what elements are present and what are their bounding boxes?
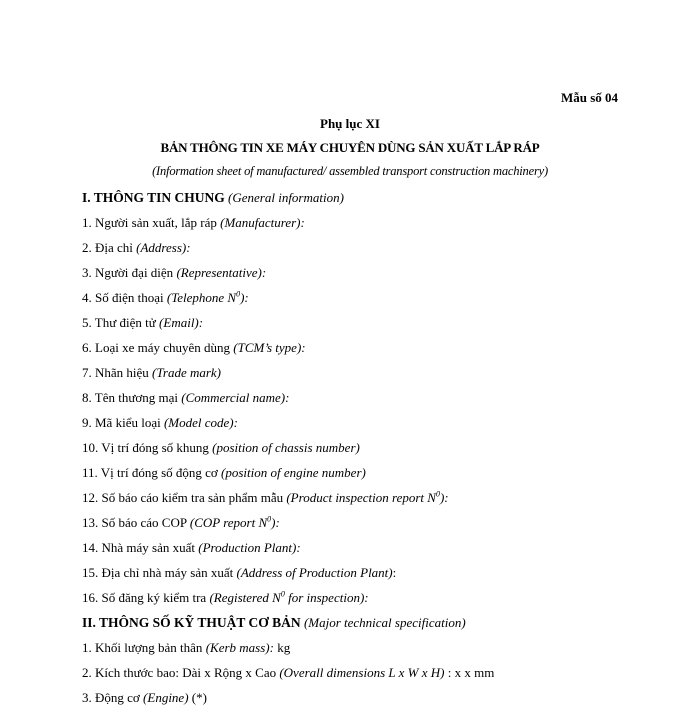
field-label-en: (Email): (159, 315, 204, 330)
field-line (82, 514, 662, 539)
field-label-tail: : (392, 565, 397, 580)
field-label-en: (Telephone $N^0$): (166, 289, 249, 305)
field-label-en: (Product inspection report $N^0$): (286, 489, 449, 505)
field-line (82, 489, 662, 514)
document-subtitle: (Information sheet of manufactured/ assembled transport construction machinery) (152, 164, 548, 178)
field-label: 1. Người sản xuất, lắp ráp (82, 215, 217, 230)
field-line (82, 389, 662, 414)
section-title: II. THÔNG SỐ KỸ THUẬT CƠ BẢN (82, 615, 301, 630)
field-label-en: (Manufacturer): (220, 215, 305, 230)
field-label-tail: kg (273, 640, 291, 655)
section-title: I. THÔNG TIN CHUNG (82, 190, 225, 205)
field-line (82, 214, 662, 239)
field-label: 1. Khối lượng bản thân (82, 640, 203, 655)
field-line (82, 239, 662, 264)
field-line (82, 664, 662, 689)
field-label: 11. Vị trí đóng số động cơ (82, 465, 218, 480)
field-label: 4. Số điện thoại (82, 290, 164, 305)
field-label-en: (Model code): (163, 415, 238, 430)
field-label: 9. Mã kiểu loại (82, 415, 161, 430)
field-line (82, 339, 662, 364)
field-line (82, 564, 662, 589)
field-label: 6. Loại xe máy chuyên dùng (82, 340, 231, 355)
field-line (82, 464, 662, 489)
field-label-en: (Production Plant): (198, 540, 301, 555)
field-label-en: (Kerb mass): (205, 640, 274, 655)
field-label: 12. Số báo cáo kiểm tra sản phẩm mẫu (82, 490, 284, 505)
field-label-en: (COP report $N^0$): (189, 514, 280, 530)
field-line (82, 289, 662, 314)
field-label-en: (Representative): (176, 265, 267, 280)
field-label-en: (Overall dimensions L x W x H) (279, 665, 445, 680)
field-line (82, 439, 662, 464)
field-line (82, 414, 662, 439)
field-line (82, 264, 662, 289)
field-label: 14. Nhà máy sản xuất (82, 540, 196, 555)
field-label: 15. Địa chỉ nhà máy sản xuất (82, 565, 234, 580)
field-line (82, 364, 662, 389)
field-line (82, 589, 662, 614)
field-label: 10. Vị trí đóng số khung (82, 440, 209, 455)
field-label-en: (Address): (136, 240, 191, 255)
field-label-en: (Commercial name): (181, 390, 290, 405)
field-line (82, 639, 662, 664)
document-title: BẢN THÔNG TIN XE MÁY CHUYÊN DÙNG SẢN XUẤT LẮP RÁP (160, 140, 540, 155)
field-label-en: (position of engine number) (221, 465, 366, 480)
field-label: 3. Động cơ (82, 690, 140, 705)
field-label-en: (position of chassis number) (212, 440, 360, 455)
field-label: 3. Người đại diện (82, 265, 174, 280)
form-number: Mẫu số 04 (560, 90, 618, 105)
field-line (82, 314, 662, 339)
field-label: 2. Địa chỉ (82, 240, 133, 255)
field-label-en: (Trade mark) (152, 365, 222, 380)
section-title-en: (General information) (228, 190, 344, 205)
field-label-tail: : x x mm (444, 665, 495, 680)
field-label-en: (Address of Production Plant) (236, 565, 393, 580)
field-label-en: (TCM’s type): (233, 340, 306, 355)
field-label: 7. Nhãn hiệu (82, 365, 149, 380)
field-line (82, 689, 662, 714)
section-heading-technical (82, 614, 662, 639)
field-label: 2. Kích thước bao: Dài x Rộng x Cao (82, 665, 277, 680)
section-title-en: (Major technical specification) (303, 615, 466, 630)
field-label: 16. Số đăng ký kiểm tra (82, 590, 207, 605)
field-label: 13. Số báo cáo COP (82, 515, 187, 530)
field-label: 5. Thư điện tử (82, 315, 156, 330)
field-label-en: (Engine) (143, 690, 189, 705)
section-heading-general (82, 189, 662, 214)
field-label-tail: (*) (188, 690, 207, 705)
form-body (82, 189, 662, 714)
field-line (82, 539, 662, 564)
appendix-label: Phụ lục XI (320, 116, 380, 131)
field-label-en: (Registered $N^0$ for inspection): (209, 589, 369, 605)
field-label: 8. Tên thương mại (82, 390, 179, 405)
